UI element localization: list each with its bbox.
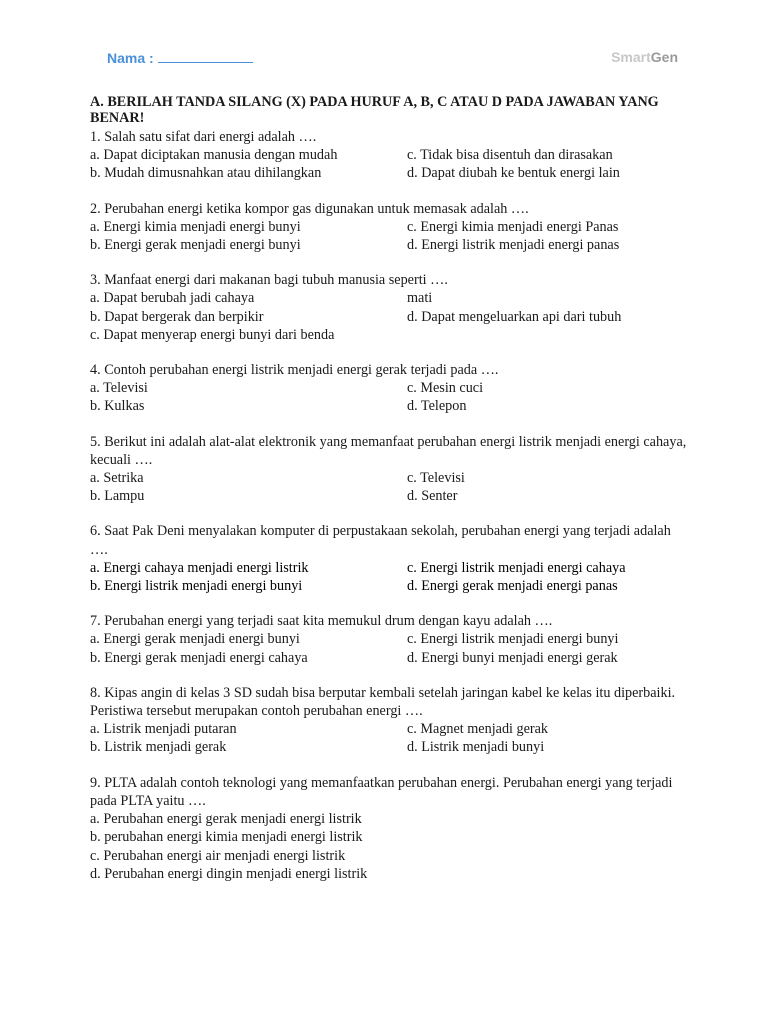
question-text: 4. Contoh perubahan energi listrik menjadi energi gerak terjadi pada …. (90, 362, 499, 379)
answer-option[interactable]: a. Setrika (90, 470, 144, 487)
answer-option[interactable]: d. Dapat mengeluarkan api dari tubuh (407, 308, 622, 325)
answer-option[interactable]: b. Energi listrik menjadi energi bunyi (90, 578, 303, 595)
answer-option[interactable] (407, 326, 690, 344)
question-text: 2. Perubahan energi ketika kompor gas digunakan untuk memasak adalah …. (90, 200, 529, 217)
question-text: 1. Salah satu sifat dari energi adalah …. (90, 129, 317, 145)
question-8 (90, 684, 690, 757)
answer-option[interactable]: c. Energi listrik menjadi energi bunyi (407, 631, 619, 648)
question-text: 8. Kipas angin di kelas 3 SD sudah bisa berputar kembali setelah jaringan kabel ke kelas itu diperbaiki. Peristiwa tersebut merupakan contoh perubahan energi …. (90, 684, 676, 720)
answer-options (90, 289, 690, 344)
answer-option[interactable]: a. Energi cahaya menjadi energi listrik (90, 559, 309, 576)
answer-option[interactable]: a. Perubahan energi gerak menjadi energi listrik (90, 811, 362, 828)
answer-option[interactable]: a. Energi gerak menjadi energi bunyi (90, 631, 300, 648)
answer-option[interactable]: a. Dapat diciptakan manusia dengan mudah (90, 147, 338, 164)
brand-smart-text: Smart (611, 49, 651, 65)
page-header (0, 48, 768, 70)
answer-option[interactable]: b. Kulkas (90, 398, 145, 415)
answer-option[interactable]: b. perubahan energi kimia menjadi energi listrik (90, 829, 363, 846)
answer-option[interactable]: d. Perubahan energi dingin menjadi energi listrik (90, 865, 368, 882)
answer-option[interactable]: d. Energi gerak menjadi energi panas (407, 578, 618, 595)
answer-option[interactable]: a. Energi kimia menjadi energi bunyi (90, 218, 301, 235)
answer-option[interactable]: c. Mesin cuci (407, 380, 484, 397)
name-field (107, 48, 253, 66)
answer-option[interactable]: c. Energi kimia menjadi energi Panas (407, 218, 619, 235)
answer-option[interactable]: d. Listrik menjadi bunyi (407, 739, 545, 756)
answer-option[interactable]: b. Lampu (90, 488, 145, 505)
answer-option[interactable]: c. Perubahan energi air menjadi energi listrik (90, 847, 346, 864)
answer-option[interactable]: d. Senter (407, 488, 458, 505)
question-list (90, 128, 690, 883)
answer-option[interactable]: b. Dapat bergerak dan berpikir (90, 308, 264, 325)
question-text: 9. PLTA adalah contoh teknologi yang memanfaatkan perubahan energi. Perubahan energi yang terjadi pada PLTA yaitu …. (90, 774, 673, 809)
answer-option[interactable]: d. Energi listrik menjadi energi panas (407, 237, 620, 254)
answer-options (90, 720, 690, 756)
name-blank-line[interactable] (158, 48, 253, 63)
answer-option[interactable]: c. Televisi (407, 470, 465, 487)
answer-option[interactable]: b. Energi gerak menjadi energi bunyi (90, 237, 301, 254)
answer-option[interactable]: b. Energi gerak menjadi energi cahaya (90, 649, 308, 666)
answer-option[interactable]: c. Dapat menyerap energi bunyi dari benda (90, 326, 335, 343)
answer-options (90, 630, 690, 666)
answer-options (90, 559, 690, 595)
answer-options (90, 379, 690, 415)
question-2 (90, 200, 690, 255)
question-7 (90, 612, 690, 667)
answer-options (90, 469, 690, 505)
question-6 (90, 522, 690, 595)
answer-options (90, 810, 690, 883)
brand-logo (611, 49, 678, 65)
answer-option[interactable]: d. Telepon (407, 398, 467, 415)
answer-option[interactable]: a. Televisi (90, 380, 148, 397)
question-text: 3. Manfaat energi dari makanan bagi tubuh manusia seperti …. (90, 272, 448, 289)
question-text: 6. Saat Pak Deni menyalakan komputer di perpustakaan sekolah, perubahan energi yang terjadi adalah …. (90, 523, 671, 558)
answer-option[interactable]: mati (407, 290, 433, 307)
answer-option[interactable]: d. Energi bunyi menjadi energi gerak (407, 649, 618, 666)
name-label: Nama : (107, 50, 154, 66)
answer-options (90, 146, 690, 182)
question-5 (90, 433, 690, 506)
question-4 (90, 361, 690, 416)
answer-option[interactable]: b. Listrik menjadi gerak (90, 739, 227, 756)
question-text: 5. Berikut ini adalah alat-alat elektronik yang memanfaat perubahan energi listrik menjadi energi cahaya, kecuali …. (90, 433, 687, 468)
answer-option[interactable]: a. Dapat berubah jadi cahaya (90, 290, 255, 307)
answer-option[interactable]: a. Listrik menjadi putaran (90, 721, 237, 738)
worksheet-content (90, 94, 690, 900)
question-text: 7. Perubahan energi yang terjadi saat kita memukul drum dengan kayu adalah …. (90, 613, 553, 630)
question-9 (90, 774, 690, 883)
answer-option[interactable]: b. Mudah dimusnahkan atau dihilangkan (90, 165, 322, 182)
answer-options (90, 218, 690, 254)
answer-option[interactable]: c. Magnet menjadi gerak (407, 721, 549, 738)
answer-option[interactable]: c. Energi listrik menjadi energi cahaya (407, 559, 626, 576)
question-1 (90, 128, 690, 183)
brand-gen-text: Gen (650, 49, 678, 65)
section-heading: A. BERILAH TANDA SILANG (X) PADA HURUF A, B, C ATAU D PADA JAWABAN YANG BENAR! (90, 94, 659, 126)
question-3 (90, 271, 690, 344)
answer-option[interactable]: c. Tidak bisa disentuh dan dirasakan (407, 147, 613, 164)
answer-option[interactable]: d. Dapat diubah ke bentuk energi lain (407, 165, 620, 182)
